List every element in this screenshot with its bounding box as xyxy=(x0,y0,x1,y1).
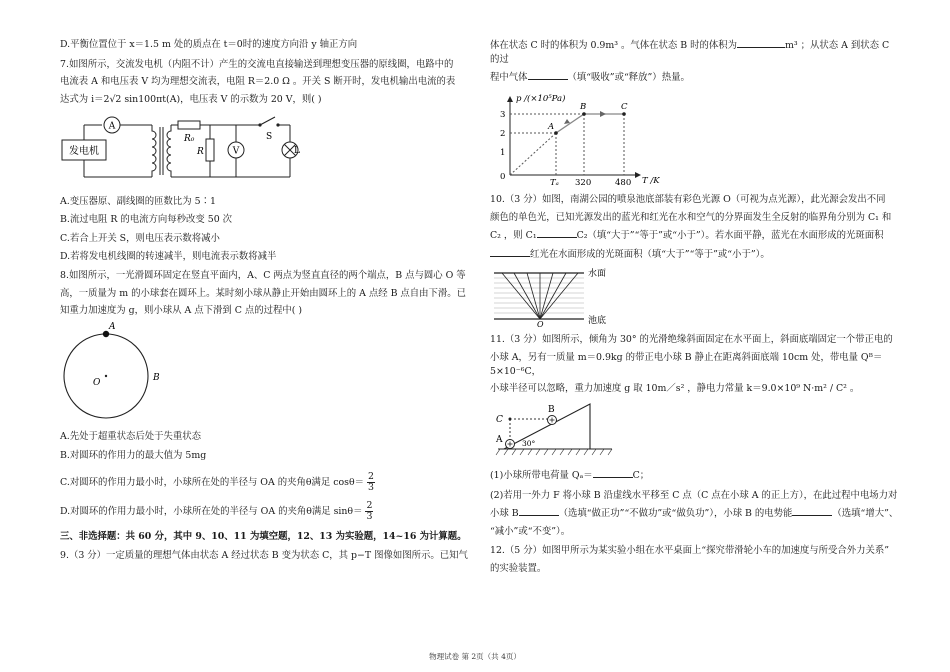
generator-label: 发电机 xyxy=(69,145,99,157)
q8-option-c-text: C.对圆环的作用力最小时，小球所在处的半径与 OA 的夹角θ满足 cosθ＝ xyxy=(60,477,364,488)
q10-pool-figure xyxy=(490,267,640,327)
q8-stem-line1: 8.如图所示，一光滑圆环固定在竖直平面内，A、C 两点为竖直直径的两个端点，B 点与圆心 O 等 xyxy=(60,270,466,281)
q10-line3-b: C₂（填“大于”“等于”或“小于”）。若水面平静，蓝光在水面形成的光斑面积 xyxy=(576,230,884,242)
q12-line1: 12.（5 分）如图甲所示为某实验小组在水平桌面上“探究带滑轮小车的加速度与所受合外力关系” xyxy=(490,545,890,557)
r0-label: R₀ xyxy=(184,133,195,144)
resistor-r0 xyxy=(178,121,200,129)
point-b-label: B xyxy=(153,372,160,383)
tick-320: 320 xyxy=(575,177,592,187)
q9-line1-a: 体在状态 C 时的体积为 0.9m³ 。气体在状态 B 时的体积为 xyxy=(490,40,738,51)
segment-a-b xyxy=(556,114,584,133)
q7-stem-line1: 7.如图所示，交流发电机（内阻不计）产生的交流电直接输送到理想变压器的原线圈，电路中的 xyxy=(60,58,454,70)
q10-line4-b: 红光在水面形成的光斑面积（填“大于”“等于”或“小于”）。 xyxy=(530,248,770,260)
origin-label: 0 xyxy=(500,171,506,182)
q11-sub2-line1: (2)若用一外力 F 将小球 B 沿虚线水平移至 C 点（C 点在小球 A 的正上方），在此过程中电场力对 xyxy=(490,489,898,501)
q10-blank-compare-angle[interactable] xyxy=(537,228,577,238)
right-column xyxy=(490,38,900,582)
q12-line2: 的实验装置。 xyxy=(490,563,547,574)
q11-line2: 小球 A，另有一质量 m＝0.9kg 的带正电小球 B 静止在距离斜面底端 10cm 处，带电量 Qᴮ＝5×10⁻⁶C， xyxy=(490,352,883,377)
r-label: R xyxy=(197,146,204,157)
page-footer: 物理试卷 第 2页（共 4页） xyxy=(429,652,521,661)
point-a xyxy=(554,131,558,135)
point-c-dot xyxy=(509,417,512,420)
q11-sub1-b: C； xyxy=(632,469,650,481)
q7-option-d: D.若将发电机线圈的转速减半，则电流表示数将减半 xyxy=(60,251,277,263)
point-a-label: A xyxy=(548,121,555,132)
q9-line2-a: 程中气体 xyxy=(490,72,528,84)
q10-line1: 10.（3 分）如图，南湖公园的喷泉池底部装有彩色光源 O（可视为点光源），此光源会发出不同 xyxy=(490,193,886,205)
point-a-label: A xyxy=(109,321,116,332)
q11-sub2-line3: “减小”或“不变”）。 xyxy=(490,525,571,537)
q9-blank-heat[interactable] xyxy=(528,70,568,80)
bottom-label: 池底 xyxy=(588,316,607,327)
q8-option-b: B.对圆环的作用力的最大值为 5mg xyxy=(60,449,207,461)
q9-line1-b: m³ ；从状态 A 到状态 C 的过 xyxy=(490,40,890,65)
fraction-denominator-d: 3 xyxy=(366,510,373,522)
q9-line2 xyxy=(490,70,900,85)
q7-option-a: A.变压器原、副线圈的匝数比为 5∶1 xyxy=(60,195,216,207)
q8-stem-line3: 知重力加速度为 g，则小球从 A 点下滑到 C 点的过程中( ) xyxy=(60,305,303,317)
q10-blank-compare-area[interactable] xyxy=(490,247,530,257)
q8-stem-line2: 高，一质量为 m 的小球套在圆环上。某时刻小球从静止开始由圆环上的 A 点经 B 点自由下滑。已 xyxy=(60,287,467,299)
q11-blank-charge[interactable] xyxy=(593,468,633,478)
q7-circuit-figure xyxy=(60,113,300,189)
angle-label: 30° xyxy=(522,438,536,448)
q8-option-a: A.先处于超重状态后处于失重状态 xyxy=(60,430,202,442)
q9-stem-start: 9.（3 分）一定质量的理想气体由状态 A 经过状态 B 变为状态 C，其 p−T 图像如图所示。已知气 xyxy=(60,550,468,562)
q9-pt-graph xyxy=(490,91,680,187)
section-3-heading: 三、非选择题：共 60 分，其中 9、10、11 为填空题，12、13 为实验题，14~16 为计算题。 xyxy=(60,530,467,542)
tick-y2: 2 xyxy=(500,128,506,139)
fraction-numerator-d: 2 xyxy=(366,499,373,511)
x-axis-label: T /K xyxy=(642,175,660,186)
q11-line1: 11.（3 分）如图所示，倾角为 30° 的光滑绝缘斜面固定在水平面上，斜面底端固定一个带正电的 xyxy=(490,334,893,346)
q10-line2: 颜色的单色光，已知光源发出的蓝光和红光在水和空气的分界面发生全反射的临界角分别为 C₁ 和 xyxy=(490,211,892,223)
incline xyxy=(504,404,590,449)
ball-b-label: B xyxy=(548,404,555,415)
fraction-2-3-d xyxy=(365,501,373,522)
q11-sub2-line2-c: （选填“增大”、 xyxy=(832,508,899,520)
tick-y1: 1 xyxy=(500,147,506,158)
point-b-label: B xyxy=(580,101,587,112)
resistor-r xyxy=(206,139,214,161)
surface-label: 水面 xyxy=(588,269,607,280)
q10-line3 xyxy=(490,228,900,243)
q11-sub2-line2-a: 小球 B xyxy=(490,508,519,520)
source-o-label: O xyxy=(537,320,544,328)
y-axis-label: p /(×10⁵Pa) xyxy=(516,93,566,104)
q10-line3-a: C₂ ，则 C₁ xyxy=(490,230,537,242)
q11-line3: 小球半径可以忽略，重力加速度 g 取 10m／s² ，静电力常量 k＝9.0×10⁹ N·m² / C² 。 xyxy=(490,383,860,395)
tick-y3: 3 xyxy=(500,109,506,120)
q11-sub2-line2-b: （选填“做正功”“不做功”或“做负功”），小球 B 的电势能 xyxy=(558,508,793,520)
q7-stem-line3: 达式为 i＝2√2 sin100πt(A)，电压表 V 的示数为 20 V，则( ) xyxy=(60,93,322,105)
lamp-label: L xyxy=(294,145,300,156)
point-b xyxy=(582,112,586,116)
q6-option-d: D.平衡位置位于 x＝1.5 m 处的质点在 t＝0时的速度方向沿 y 轴正方向 xyxy=(60,39,358,50)
q7-option-c: C.若合上开关 S，则电压表示数将减小 xyxy=(60,232,220,244)
tick-ta: Tₐ xyxy=(550,177,559,187)
fraction-denominator: 3 xyxy=(367,482,374,493)
q8-option-d-text: D.对圆环的作用力最小时，小球所在处的半径与 OA 的夹角θ满足 sinθ＝ xyxy=(60,505,363,517)
fraction-2-3 xyxy=(367,472,375,493)
point-c-label: C xyxy=(621,101,628,112)
point-c-label: C xyxy=(496,414,503,425)
q8-option-d xyxy=(60,501,470,522)
ball-a-label: A xyxy=(496,434,503,445)
q8-ring-figure xyxy=(60,322,170,424)
switch-label: S xyxy=(266,131,273,142)
q11-sub1-a: (1)小球所带电荷量 Qₐ＝ xyxy=(490,469,593,481)
q10-line4 xyxy=(490,247,900,262)
q9-line2-b: （填“吸收”或“释放”）热量。 xyxy=(567,72,690,84)
left-column xyxy=(60,38,470,569)
q9-line1 xyxy=(490,38,900,66)
point-c xyxy=(622,112,626,116)
q9-blank-volume[interactable] xyxy=(737,38,785,48)
q11-sub2-line2 xyxy=(490,506,900,521)
q8-option-c xyxy=(60,472,470,493)
q7-stem-line2: 电流表 A 和电压表 V 均为理想交流表，电阻 R＝2.0 Ω 。开关 S 断开时，发电机输出电流的表 xyxy=(60,76,456,88)
point-o-label: O xyxy=(93,377,101,388)
q11-blank-potential[interactable] xyxy=(792,506,832,516)
q11-sub1 xyxy=(490,468,900,483)
q7-option-b: B.流过电阻 R 的电流方向每秒改变 50 次 xyxy=(60,214,233,226)
q11-incline-figure xyxy=(490,402,620,462)
tick-480: 480 xyxy=(615,177,632,187)
center-o xyxy=(105,375,107,377)
ammeter-label: A xyxy=(108,121,116,131)
q11-blank-work[interactable] xyxy=(519,506,559,516)
fraction-numerator: 2 xyxy=(367,471,374,483)
voltmeter-label: V xyxy=(232,146,240,156)
